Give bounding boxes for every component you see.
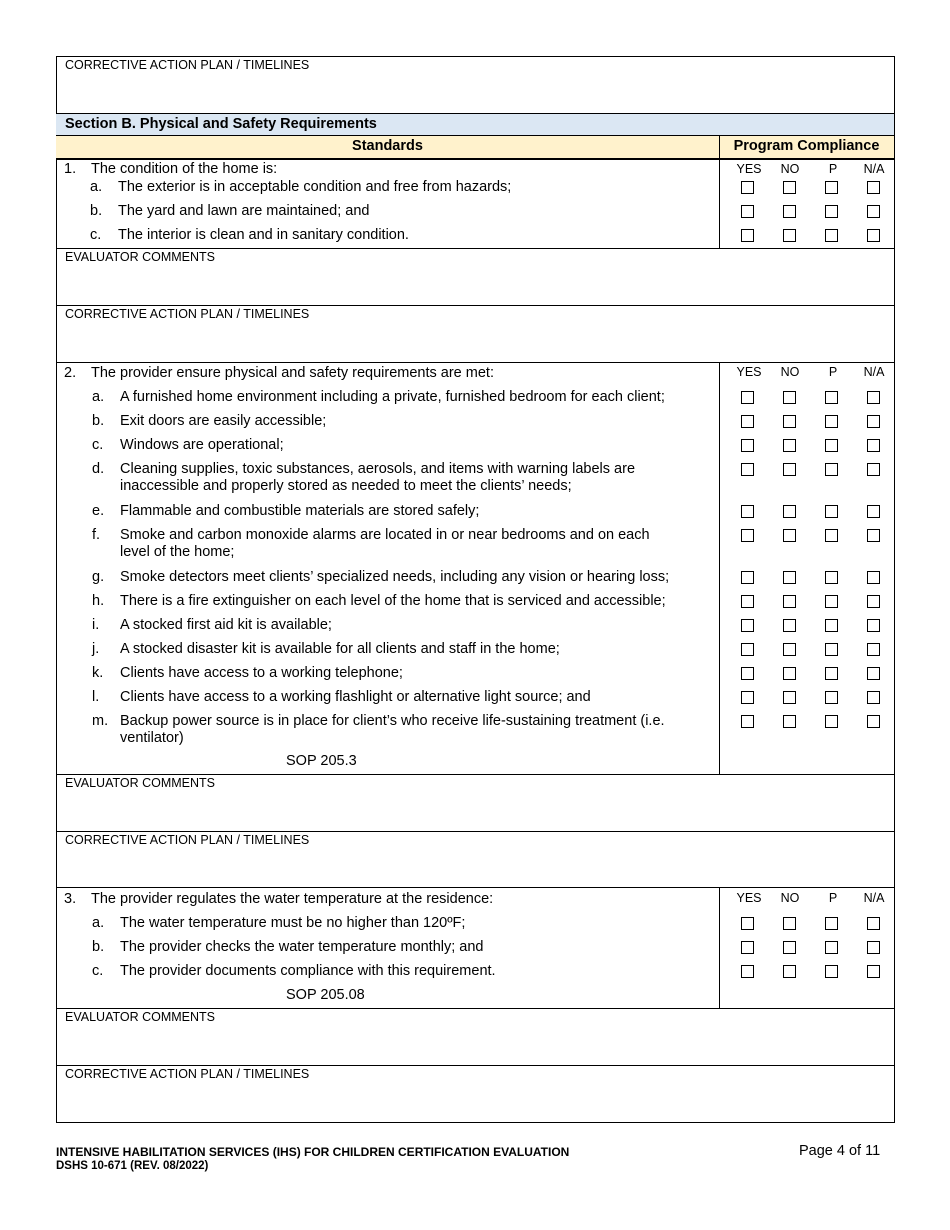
- compliance-col-p: P: [828, 162, 838, 176]
- checkbox-p[interactable]: [825, 595, 838, 608]
- sub-item-text-cont: inaccessible and properly stored as needed to meet the clients’ needs;: [120, 478, 572, 494]
- checkbox-yes[interactable]: [741, 715, 754, 728]
- sub-item-letter: i.: [92, 617, 100, 633]
- sub-item-text: A stocked disaster kit is available for all clients and staff in the home;: [120, 641, 560, 657]
- evaluator-comments-label: EVALUATOR COMMENTS: [65, 1010, 216, 1024]
- item-top-rule: [56, 159, 894, 160]
- compliance-col-no: NO: [780, 162, 800, 176]
- checkbox-yes[interactable]: [741, 391, 754, 404]
- evaluator-comments-box[interactable]: [56, 248, 894, 305]
- checkbox-p[interactable]: [825, 391, 838, 404]
- corrective-action-label: CORRECTIVE ACTION PLAN / TIMELINES: [65, 58, 310, 72]
- sub-item-text: A furnished home environment including a private, furnished bedroom for each client;: [120, 389, 665, 405]
- checkbox-yes[interactable]: [741, 505, 754, 518]
- checkbox-no[interactable]: [783, 229, 796, 242]
- sub-item-text: Cleaning supplies, toxic substances, aerosols, and items with warning labels are: [120, 461, 636, 477]
- compliance-col-na: N/A: [863, 162, 885, 176]
- checkbox-p[interactable]: [825, 205, 838, 218]
- checkbox-na[interactable]: [867, 941, 880, 954]
- compliance-col-yes: YES: [736, 365, 762, 379]
- item-number: 3.: [64, 891, 77, 907]
- checkbox-p[interactable]: [825, 529, 838, 542]
- checkbox-no[interactable]: [783, 917, 796, 930]
- checkbox-na[interactable]: [867, 415, 880, 428]
- evaluator-comments-label: EVALUATOR COMMENTS: [65, 776, 216, 790]
- checkbox-no[interactable]: [783, 529, 796, 542]
- checkbox-yes[interactable]: [741, 643, 754, 656]
- checkbox-no[interactable]: [783, 391, 796, 404]
- checkbox-na[interactable]: [867, 965, 880, 978]
- evaluator-comments-box[interactable]: [56, 774, 894, 831]
- sub-item-letter: j.: [92, 641, 100, 657]
- sub-item-text: Smoke detectors meet clients’ specialized needs, including any vision or hearing loss;: [120, 569, 670, 585]
- sub-item-letter: c.: [90, 227, 102, 243]
- checkbox-yes[interactable]: [741, 571, 754, 584]
- sub-item-text: Clients have access to a working telephone;: [120, 665, 403, 681]
- checkbox-p[interactable]: [825, 229, 838, 242]
- sub-item-letter: b.: [92, 939, 105, 955]
- sub-item-letter: e.: [92, 503, 105, 519]
- checkbox-na[interactable]: [867, 391, 880, 404]
- checkbox-na[interactable]: [867, 619, 880, 632]
- sub-item-letter: d.: [92, 461, 105, 477]
- sub-item-letter: k.: [92, 665, 104, 681]
- checkbox-na[interactable]: [867, 595, 880, 608]
- sub-item-text: Exit doors are easily accessible;: [120, 413, 327, 429]
- checkbox-yes[interactable]: [741, 965, 754, 978]
- sub-item-letter: f.: [92, 527, 101, 543]
- evaluator-comments-box[interactable]: [56, 1008, 894, 1065]
- checkbox-na[interactable]: [867, 205, 880, 218]
- evaluator-comments-label: EVALUATOR COMMENTS: [65, 250, 216, 264]
- sop-reference: SOP 205.3: [286, 753, 357, 769]
- checkbox-p[interactable]: [825, 965, 838, 978]
- checkbox-p[interactable]: [825, 917, 838, 930]
- sub-item-text: A stocked first aid kit is available;: [120, 617, 332, 633]
- checkbox-no[interactable]: [783, 965, 796, 978]
- standards-header: Standards: [352, 138, 423, 154]
- corrective-action-label: CORRECTIVE ACTION PLAN / TIMELINES: [65, 1067, 310, 1081]
- checkbox-yes[interactable]: [741, 181, 754, 194]
- sub-item-letter: c.: [92, 437, 104, 453]
- compliance-column-divider: [719, 362, 720, 774]
- checkbox-yes[interactable]: [741, 463, 754, 476]
- sub-item-letter: a.: [90, 179, 103, 195]
- checkbox-yes[interactable]: [741, 595, 754, 608]
- checkbox-no[interactable]: [783, 715, 796, 728]
- section-title: Section B. Physical and Safety Requirements: [65, 116, 377, 132]
- compliance-col-no: NO: [780, 365, 800, 379]
- checkbox-yes[interactable]: [741, 439, 754, 452]
- compliance-col-yes: YES: [736, 162, 762, 176]
- sub-item-text: The provider documents compliance with this requirement.: [120, 963, 496, 979]
- corrective-action-box[interactable]: [56, 831, 894, 887]
- sub-item-letter: h.: [92, 593, 105, 609]
- checkbox-na[interactable]: [867, 667, 880, 680]
- item-top-rule: [56, 887, 894, 888]
- corrective-action-box[interactable]: [56, 305, 894, 362]
- sub-item-text: Smoke and carbon monoxide alarms are located in or near bedrooms and on each: [120, 527, 650, 543]
- checkbox-p[interactable]: [825, 415, 838, 428]
- sub-item-letter: b.: [92, 413, 105, 429]
- compliance-column-divider: [719, 159, 720, 248]
- checkbox-p[interactable]: [825, 463, 838, 476]
- item-text: The provider ensure physical and safety requirements are met:: [91, 365, 494, 381]
- corrective-action-label: CORRECTIVE ACTION PLAN / TIMELINES: [65, 307, 310, 321]
- checkbox-yes[interactable]: [741, 415, 754, 428]
- sub-item-letter: b.: [90, 203, 103, 219]
- checkbox-no[interactable]: [783, 181, 796, 194]
- checkbox-yes[interactable]: [741, 205, 754, 218]
- form-right-border: [894, 56, 895, 1123]
- checkbox-no[interactable]: [783, 619, 796, 632]
- sub-item-text: Windows are operational;: [120, 437, 284, 453]
- footer-form-number: DSHS 10-671 (REV. 08/2022): [56, 1160, 209, 1172]
- sub-item-text-cont: level of the home;: [120, 544, 235, 560]
- compliance-col-no: NO: [780, 891, 800, 905]
- section-header: [56, 113, 894, 136]
- checkbox-no[interactable]: [783, 941, 796, 954]
- item-text: The provider regulates the water temperature at the residence:: [91, 891, 494, 907]
- sub-item-letter: g.: [92, 569, 105, 585]
- checkbox-no[interactable]: [783, 571, 796, 584]
- checkbox-na[interactable]: [867, 643, 880, 656]
- checkbox-na[interactable]: [867, 691, 880, 704]
- sub-item-text: Clients have access to a working flashlight or alternative light source; and: [120, 689, 591, 705]
- checkbox-yes[interactable]: [741, 917, 754, 930]
- compliance-col-yes: YES: [736, 891, 762, 905]
- checkbox-p[interactable]: [825, 691, 838, 704]
- checkbox-no[interactable]: [783, 643, 796, 656]
- checkbox-yes[interactable]: [741, 667, 754, 680]
- sub-item-text-cont: ventilator): [120, 730, 184, 746]
- compliance-col-na: N/A: [863, 891, 885, 905]
- checkbox-na[interactable]: [867, 571, 880, 584]
- checkbox-p[interactable]: [825, 643, 838, 656]
- header-column-divider: [719, 136, 720, 159]
- checkbox-no[interactable]: [783, 667, 796, 680]
- item-number: 1.: [64, 161, 77, 177]
- checkbox-no[interactable]: [783, 595, 796, 608]
- item-top-rule: [56, 362, 894, 363]
- checkbox-p[interactable]: [825, 715, 838, 728]
- sub-item-text: The provider checks the water temperature monthly; and: [120, 939, 484, 955]
- checkbox-no[interactable]: [783, 415, 796, 428]
- checkbox-na[interactable]: [867, 229, 880, 242]
- sub-item-text: The exterior is in acceptable condition and free from hazards;: [118, 179, 512, 195]
- sub-item-letter: c.: [92, 963, 104, 979]
- sub-item-letter: a.: [92, 389, 105, 405]
- checkbox-p[interactable]: [825, 505, 838, 518]
- top-corrective-action-box[interactable]: [56, 56, 894, 113]
- compliance-col-p: P: [828, 891, 838, 905]
- item-number: 2.: [64, 365, 77, 381]
- program-compliance-header: Program Compliance: [733, 138, 880, 154]
- checkbox-no[interactable]: [783, 691, 796, 704]
- checkbox-na[interactable]: [867, 917, 880, 930]
- checkbox-p[interactable]: [825, 619, 838, 632]
- checkbox-na[interactable]: [867, 505, 880, 518]
- sop-reference: SOP 205.08: [286, 987, 365, 1003]
- sub-item-text: There is a fire extinguisher on each level of the home that is serviced and accessible;: [120, 593, 666, 609]
- checkbox-yes[interactable]: [741, 529, 754, 542]
- checkbox-na[interactable]: [867, 715, 880, 728]
- checkbox-p[interactable]: [825, 571, 838, 584]
- checkbox-no[interactable]: [783, 463, 796, 476]
- sub-item-letter: m.: [92, 713, 109, 729]
- checkbox-p[interactable]: [825, 181, 838, 194]
- sub-item-text: The interior is clean and in sanitary condition.: [118, 227, 409, 243]
- checkbox-yes[interactable]: [741, 941, 754, 954]
- item-text: The condition of the home is:: [91, 161, 278, 177]
- sub-item-letter: a.: [92, 915, 105, 931]
- compliance-col-na: N/A: [863, 365, 885, 379]
- corrective-action-box[interactable]: [56, 1065, 894, 1122]
- sub-item-text: The yard and lawn are maintained; and: [118, 203, 370, 219]
- checkbox-no[interactable]: [783, 439, 796, 452]
- compliance-col-p: P: [828, 365, 838, 379]
- sub-item-text: Flammable and combustible materials are stored safely;: [120, 503, 480, 519]
- sub-item-text: The water temperature must be no higher than 120ºF;: [120, 915, 466, 931]
- checkbox-na[interactable]: [867, 463, 880, 476]
- checkbox-na[interactable]: [867, 529, 880, 542]
- checkbox-na[interactable]: [867, 181, 880, 194]
- checkbox-p[interactable]: [825, 667, 838, 680]
- sub-item-text: Backup power source is in place for client’s who receive life-sustaining treatment (i.e.: [120, 713, 665, 729]
- checkbox-yes[interactable]: [741, 691, 754, 704]
- checkbox-no[interactable]: [783, 505, 796, 518]
- checkbox-yes[interactable]: [741, 619, 754, 632]
- checkbox-p[interactable]: [825, 439, 838, 452]
- checkbox-yes[interactable]: [741, 229, 754, 242]
- table-header-row: [56, 136, 894, 159]
- page-number: Page 4 of 11: [799, 1143, 881, 1159]
- sub-item-letter: l.: [92, 689, 100, 705]
- form-left-border: [56, 56, 57, 1123]
- footer-title: INTENSIVE HABILITATION SERVICES (IHS) FOR CHILDREN CERTIFICATION EVALUATION: [56, 1145, 570, 1159]
- checkbox-no[interactable]: [783, 205, 796, 218]
- form-bottom-border: [56, 1122, 894, 1123]
- corrective-action-label: CORRECTIVE ACTION PLAN / TIMELINES: [65, 833, 310, 847]
- checkbox-na[interactable]: [867, 439, 880, 452]
- compliance-column-divider: [719, 887, 720, 1008]
- checkbox-p[interactable]: [825, 941, 838, 954]
